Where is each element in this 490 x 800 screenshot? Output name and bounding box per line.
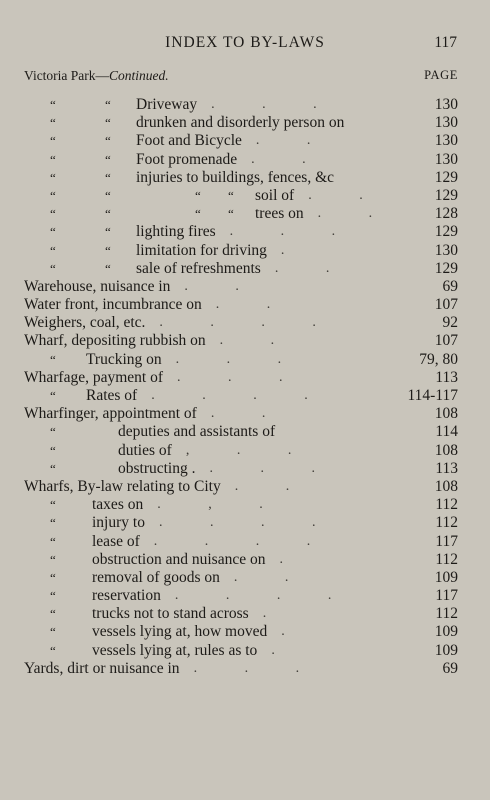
index-entry <box>0 151 490 169</box>
ditto-mark: “ <box>50 133 56 149</box>
entry-text: injuries to buildings, fences, &c <box>136 168 335 186</box>
entry-page-number: 117 <box>435 532 458 550</box>
index-entry <box>0 114 490 132</box>
entry-page-number: 69 <box>442 277 458 295</box>
ditto-mark: “ <box>50 151 56 167</box>
ditto-mark: “ <box>105 260 111 276</box>
index-entry <box>0 660 490 678</box>
entry-page-number: 114 <box>435 423 458 441</box>
running-head <box>0 34 490 54</box>
ditto-mark: “ <box>105 133 111 149</box>
entry-page-number: 130 <box>434 96 458 113</box>
entry-page-number: 108 <box>434 477 458 495</box>
leader-dots: . . . <box>177 369 305 385</box>
index-entry <box>0 642 490 660</box>
entry-text: Water front, incumbrance on <box>24 296 202 314</box>
ditto-mark: “ <box>50 624 56 640</box>
index-entry <box>0 369 490 387</box>
entry-page-number: 130 <box>434 241 458 259</box>
index-entry <box>0 205 490 223</box>
entry-page-number: 130 <box>434 114 458 132</box>
entry-page-number: 109 <box>434 623 458 641</box>
leader-dots: . <box>262 606 289 622</box>
index-entry <box>0 478 490 496</box>
leader-dots: . . <box>233 569 311 585</box>
entry-text: obstruction and nuisance on <box>92 550 266 568</box>
ditto-mark: “ <box>50 642 56 658</box>
index-entry <box>0 332 490 350</box>
page-column-label: PAGE <box>424 68 458 82</box>
entry-page-number: 114-117 <box>407 387 458 404</box>
entry-page-number: 112 <box>435 550 458 568</box>
ditto-mark: “ <box>50 97 56 112</box>
ditto-mark: “ <box>50 206 56 222</box>
ditto-mark: “ <box>105 151 111 167</box>
entry-page-number: 113 <box>435 459 458 477</box>
entry-text: Rates of <box>86 387 138 404</box>
entry-text: Foot promenade <box>136 150 238 168</box>
entry-text: obstructing . <box>118 459 196 477</box>
entry-text: Wharfinger, appointment of <box>24 405 197 423</box>
entry-text: injury to <box>92 514 145 532</box>
ditto-mark: “ <box>50 115 56 131</box>
entry-text: trees on <box>255 205 304 223</box>
index-entry <box>0 623 490 641</box>
entry-text: lighting fires <box>136 223 216 241</box>
entry-page-number: 107 <box>434 332 458 350</box>
index-entries <box>0 96 490 678</box>
index-entry <box>0 569 490 587</box>
page-title: INDEX TO BY-LAWS <box>165 34 325 51</box>
entry-page-number: 108 <box>434 441 458 459</box>
leader-dots: , . . <box>185 442 314 458</box>
index-entry <box>0 351 490 369</box>
entry-text: removal of goods on <box>92 568 220 586</box>
leader-dots: . , . <box>157 497 285 513</box>
leader-dots: . . <box>234 478 312 494</box>
entry-text: vessels lying at, rules as to <box>92 641 258 659</box>
index-entry <box>0 587 490 605</box>
entry-page-number: 112 <box>435 496 458 514</box>
entry-page-number: 69 <box>442 659 458 677</box>
entry-text: Wharfage, payment of <box>24 368 164 386</box>
entry-page-number: 128 <box>434 205 458 223</box>
entry-page-number: 129 <box>434 168 458 186</box>
ditto-mark: “ <box>50 169 56 185</box>
ditto-mark: “ <box>50 533 56 549</box>
index-entry <box>0 605 490 623</box>
ditto-mark: “ <box>105 242 111 258</box>
leader-dots: . . <box>274 260 352 276</box>
leader-dots: . . <box>215 297 293 313</box>
entry-page-number: 130 <box>434 132 458 150</box>
index-entry <box>0 423 490 441</box>
leader-dots: . . <box>255 133 333 149</box>
ditto-mark: “ <box>50 515 56 531</box>
entry-page-number: 79, 80 <box>419 350 458 368</box>
leader-dots: . . . . <box>153 533 333 549</box>
leader-dots: . . . . <box>174 588 354 604</box>
ditto-mark: “ <box>50 187 56 203</box>
leader-dots: . . . <box>209 460 337 476</box>
leader-dots: . . <box>219 333 297 349</box>
leader-dots: . . <box>308 187 385 203</box>
leader-dots: . . <box>210 406 288 422</box>
page-number: 117 <box>434 34 457 51</box>
index-entry <box>0 496 490 514</box>
index-entry <box>0 223 490 241</box>
leader-dots: . . <box>184 278 261 294</box>
ditto-mark: “ <box>195 187 201 203</box>
index-entry <box>0 405 490 423</box>
entry-text: vessels lying at, how moved <box>92 623 268 641</box>
leader-dots: . <box>279 551 305 567</box>
entry-text: drunken and disorderly person on <box>136 114 345 132</box>
entry-text: Warehouse, nuisance in <box>24 277 171 295</box>
index-entry <box>0 533 490 551</box>
index-entry <box>0 132 490 150</box>
leader-dots: . <box>280 242 307 258</box>
ditto-mark: “ <box>105 97 111 112</box>
entry-text: reservation <box>92 587 161 605</box>
ditto-mark: “ <box>50 424 56 440</box>
entry-page-number: 109 <box>434 568 458 586</box>
ditto-mark: “ <box>105 206 111 222</box>
subheading-prefix: Victoria Park— <box>24 68 110 83</box>
entry-text: Foot and Bicycle <box>136 132 242 150</box>
index-entry <box>0 278 490 296</box>
leader-dots: . . . <box>193 660 322 676</box>
entry-page-number: 92 <box>442 314 458 332</box>
ditto-mark: “ <box>105 224 111 240</box>
index-entry <box>0 514 490 532</box>
leader-dots: . . <box>317 206 395 222</box>
ditto-mark: “ <box>50 388 56 403</box>
entry-page-number: 113 <box>435 368 458 386</box>
entry-page-number: 112 <box>435 514 458 532</box>
index-entry <box>0 169 490 187</box>
ditto-mark: “ <box>50 606 56 622</box>
ditto-mark: “ <box>105 187 111 203</box>
subheading-continued: Continued. <box>109 68 169 83</box>
leader-dots: . . . . <box>151 388 330 403</box>
entry-text: deputies and assistants of <box>118 423 276 441</box>
leader-dots: . <box>281 624 307 640</box>
ditto-mark: “ <box>50 351 56 367</box>
ditto-mark: “ <box>50 497 56 513</box>
index-subheading <box>24 68 458 86</box>
entry-page-number: 117 <box>435 587 458 605</box>
entry-text: trucks not to stand across <box>92 605 249 623</box>
entry-text: taxes on <box>92 496 144 514</box>
ditto-mark: “ <box>50 569 56 585</box>
ditto-mark: “ <box>50 551 56 567</box>
entry-text: soil of <box>255 186 295 204</box>
ditto-mark: “ <box>105 115 111 131</box>
ditto-mark: “ <box>50 460 56 476</box>
index-entry <box>0 387 490 405</box>
entry-text: Wharf, depositing rubbish on <box>24 332 206 350</box>
entry-text: lease of <box>92 532 140 550</box>
entry-page-number: 129 <box>434 259 458 277</box>
subheading-label <box>24 68 169 84</box>
index-entry <box>0 442 490 460</box>
index-entry <box>0 314 490 332</box>
index-entry <box>0 296 490 314</box>
entry-page-number: 107 <box>434 296 458 314</box>
ditto-mark: “ <box>50 442 56 458</box>
index-entry <box>0 96 490 114</box>
entry-text: Driveway <box>136 96 198 113</box>
index-entry <box>0 242 490 260</box>
ditto-mark: “ <box>105 169 111 185</box>
index-entry <box>0 260 490 278</box>
ditto-mark: “ <box>50 260 56 276</box>
entry-text: sale of refreshments <box>136 259 261 277</box>
entry-text: Yards, dirt or nuisance in <box>24 659 180 677</box>
entry-text: Weighers, coal, etc. <box>24 314 146 332</box>
leader-dots: . . . <box>175 351 304 367</box>
ditto-mark: “ <box>228 206 234 222</box>
entry-page-number: 130 <box>434 150 458 168</box>
leader-dots: . . . . <box>158 515 338 531</box>
index-entry <box>0 551 490 569</box>
entry-text: Wharfs, By-law relating to City <box>24 477 221 495</box>
index-entry <box>0 460 490 478</box>
entry-page-number: 129 <box>434 186 458 204</box>
leader-dots: . . . <box>211 97 339 112</box>
leader-dots: . . . <box>229 224 358 240</box>
entry-page-number: 129 <box>434 223 458 241</box>
entry-page-number: 112 <box>435 605 458 623</box>
entry-text: limitation for driving <box>136 241 267 259</box>
leader-dots: . <box>271 642 297 658</box>
entry-text: duties of <box>118 441 172 459</box>
index-entry <box>0 187 490 205</box>
ditto-mark: “ <box>50 242 56 258</box>
ditto-mark: “ <box>195 206 201 222</box>
leader-dots: . . . . <box>159 315 338 331</box>
entry-page-number: 109 <box>434 641 458 659</box>
entry-text: Trucking on <box>86 350 162 368</box>
ditto-mark: “ <box>50 224 56 240</box>
leader-dots: . . <box>251 151 328 167</box>
ditto-mark: “ <box>50 588 56 604</box>
entry-page-number: 108 <box>434 405 458 423</box>
ditto-mark: “ <box>228 187 234 203</box>
